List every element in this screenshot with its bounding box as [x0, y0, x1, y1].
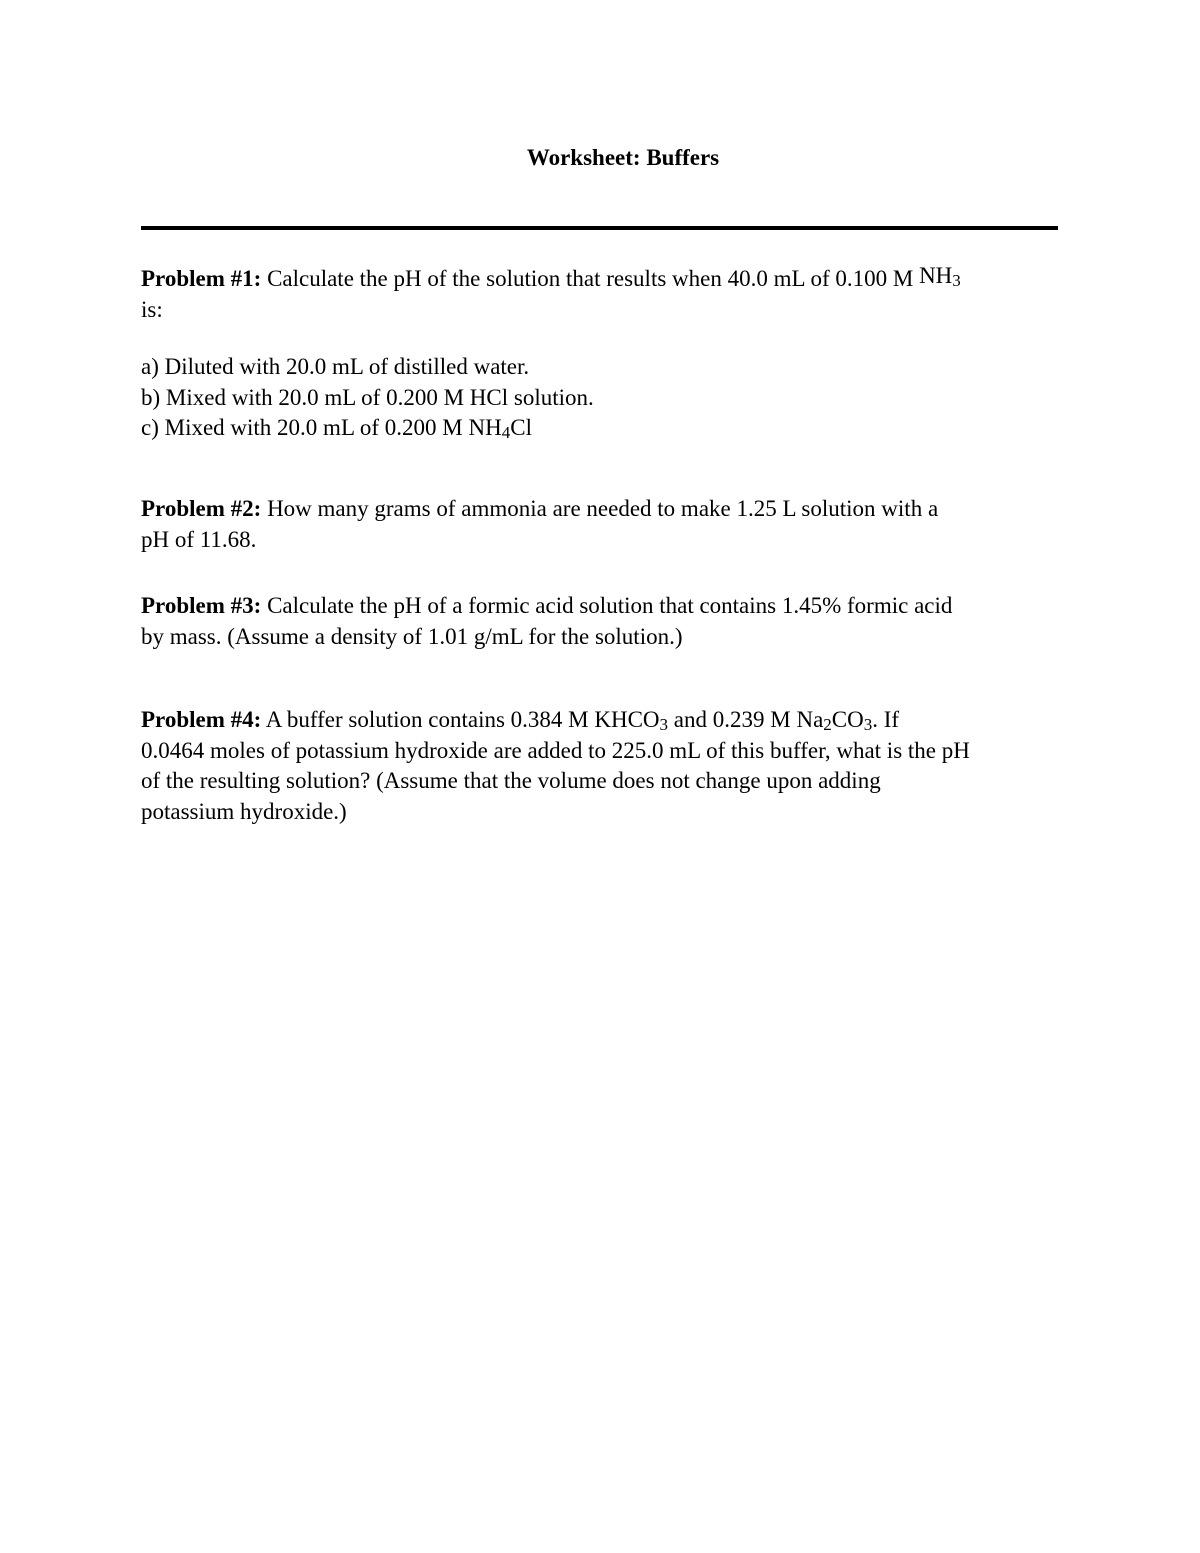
problem-3-line-1: [141, 591, 1101, 622]
part-c-cl: Cl: [510, 415, 532, 440]
title-divider: [141, 226, 1058, 230]
problem-4-text-b: and 0.239 M Na: [668, 707, 824, 732]
problem-4: [141, 705, 1101, 827]
nh3-base: NH: [919, 263, 953, 288]
problem-1-part-c: [141, 413, 1101, 444]
co3-subscript: 3: [863, 715, 873, 734]
problem-1-text: Calculate the pH of the solution that results when 40.0 mL of 0.100 M: [261, 266, 920, 291]
nh3-subscript: 3: [952, 271, 961, 290]
problem-2-label: Problem #2:: [141, 496, 262, 521]
part-c-text: c) Mixed with 20.0 mL of 0.200 M NH: [141, 415, 502, 440]
problem-1-part-a: a) Diluted with 20.0 mL of distilled water.: [141, 354, 530, 379]
problem-2-line-1: [141, 494, 1101, 525]
problem-4-line-3: of the resulting solution? (Assume that the volume does not change upon adding: [141, 768, 881, 793]
nh3-formula: [919, 263, 961, 288]
problem-1-label: Problem #1:: [141, 266, 262, 291]
problem-4-text-a: A buffer solution contains 0.384 M KHCO: [261, 707, 660, 732]
problem-1: [141, 264, 1101, 325]
problem-2-text: How many grams of ammonia are needed to make 1.25 L solution with a: [261, 496, 939, 521]
problem-3: [141, 591, 1101, 652]
na2-subscript: 2: [823, 715, 832, 734]
khco3-subscript: 3: [659, 715, 669, 734]
problem-4-text-c: CO: [831, 707, 864, 732]
problem-4-line-2: 0.0464 moles of potassium hydroxide are added to 225.0 mL of this buffer, what is the pH: [141, 737, 970, 763]
problem-4-line-4: potassium hydroxide.): [141, 798, 347, 824]
problem-2-line-2: pH of 11.68.: [141, 526, 257, 552]
problem-3-label: Problem #3:: [141, 593, 262, 618]
problem-1-part-b: b) Mixed with 20.0 mL of 0.200 M HCl solution.: [141, 384, 594, 410]
problem-1-parts: [141, 352, 1101, 444]
problem-1-line-1: [141, 264, 1101, 295]
problem-2: [141, 494, 1101, 555]
problem-4-text-d: . If: [872, 707, 900, 732]
problem-4-line-1: [141, 705, 1101, 736]
problem-3-line-2: by mass. (Assume a density of 1.01 g/mL for the solution.): [141, 623, 683, 649]
page-title: Worksheet: Buffers: [526, 145, 720, 170]
problem-1-line-2: is:: [141, 296, 163, 322]
problem-3-text: Calculate the pH of a formic acid solution that contains 1.45% formic acid: [261, 593, 953, 618]
problem-4-label: Problem #4:: [141, 707, 262, 732]
nh4-subscript: 4: [501, 423, 511, 442]
